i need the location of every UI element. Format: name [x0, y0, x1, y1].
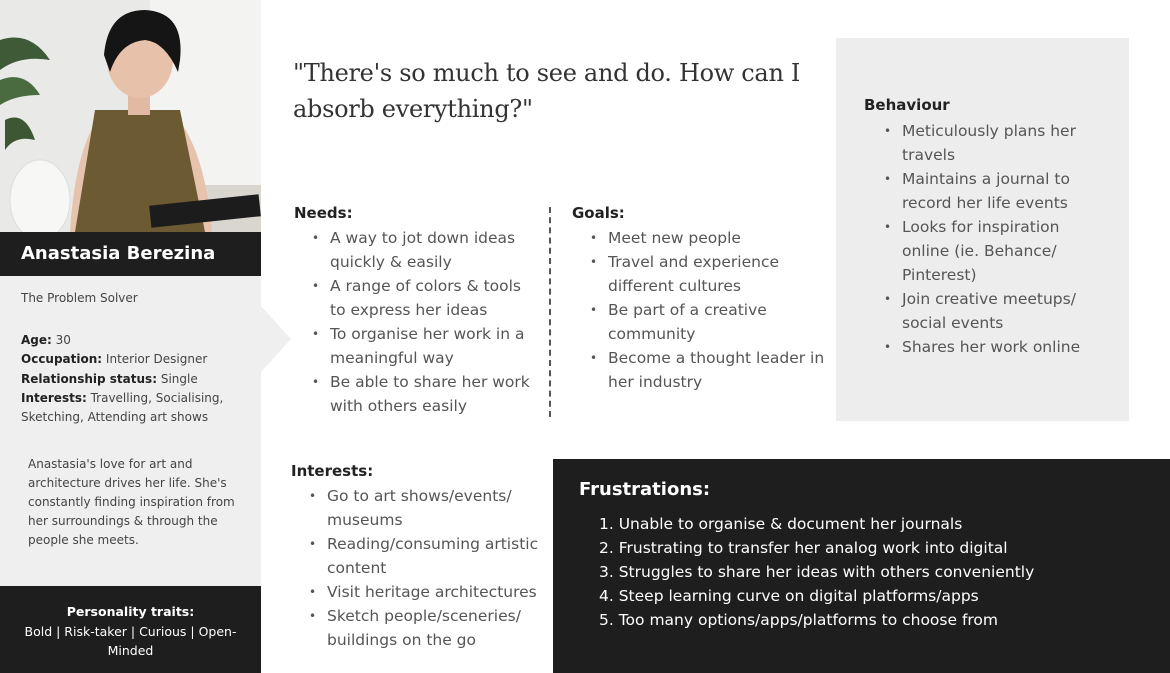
list-item: • Travel and experience different cultures: [590, 250, 825, 298]
pointer-arrow: [261, 306, 291, 372]
persona-name-bar: [0, 232, 261, 276]
list-item: • Be part of a creative community: [590, 298, 825, 346]
goals-list: [590, 226, 825, 394]
list-item: 2. Frustrating to transfer her analog work into digital: [599, 539, 1008, 557]
list-item: • A range of colors & tools to express her ideas: [312, 274, 537, 322]
list-item: • Join creative meetups/ social events: [884, 287, 1109, 335]
behaviour-list: [884, 119, 1109, 359]
list-item: 3. Struggles to share her ideas with others conveniently: [599, 563, 1035, 581]
list-item: 1. Unable to organise & document her journals: [599, 515, 963, 533]
list-item: • Go to art shows/events/ museums: [309, 484, 547, 532]
interests-title: Interests:: [291, 462, 374, 480]
list-item: • To organise her work in a meaningful way: [312, 322, 537, 370]
persona-quote: "There's so much to see and do. How can I absorb everything?": [293, 59, 801, 123]
personality-traits-bar: [0, 586, 261, 673]
detail-interests: Interests: Travelling, Socialising, Sketching, Attending art shows: [21, 390, 224, 425]
persona-photo: [0, 0, 261, 232]
goals-title: Goals:: [572, 204, 625, 222]
needs-list: [312, 226, 537, 418]
needs-title: Needs:: [294, 204, 353, 222]
list-item: • Be able to share her work with others easily: [312, 370, 537, 418]
persona-details: [21, 331, 251, 427]
frustrations-list: [599, 512, 1159, 632]
behaviour-title: Behaviour: [864, 96, 950, 114]
frustrations-title: Frustrations:: [579, 479, 711, 500]
traits-list: Bold | Risk-taker | Curious | Open-Minded: [24, 624, 237, 658]
list-item: • Meticulously plans her travels: [884, 119, 1109, 167]
traits-title: Personality traits:: [66, 604, 195, 619]
list-item: • Looks for inspiration online (ie. Behance/ Pinterest): [884, 215, 1109, 287]
list-item: • Meet new people: [590, 226, 825, 250]
list-item: • A way to jot down ideas quickly & easily: [312, 226, 537, 274]
frustrations-panel: [553, 459, 1170, 673]
persona-bio: Anastasia's love for art and architecture drives her life. She's constantly finding inspiration from her surroundings & through the people she meets.: [28, 457, 235, 547]
dashed-divider: [549, 207, 551, 417]
list-item: • Reading/consuming artistic content: [309, 532, 547, 580]
persona-subtitle: The Problem Solver: [21, 291, 138, 305]
detail-occupation: Occupation: Interior Designer: [21, 352, 208, 367]
list-item: • Maintains a journal to record her life events: [884, 167, 1109, 215]
interests-list: [309, 484, 547, 652]
detail-age: Age: 30: [21, 333, 71, 347]
persona-sidebar: [0, 0, 261, 673]
list-item: • Become a thought leader in her industry: [590, 346, 825, 394]
persona-name: Anastasia Berezina: [21, 243, 216, 264]
list-item: 4. Steep learning curve on digital platforms/apps: [599, 587, 979, 605]
persona-portrait-image: [0, 0, 261, 232]
list-item: • Sketch people/sceneries/ buildings on the go: [309, 604, 547, 652]
list-item: • Shares her work online: [884, 335, 1109, 359]
detail-relationship: Relationship status: Single: [21, 371, 198, 386]
list-item: • Visit heritage architectures: [309, 580, 547, 604]
list-item: 5. Too many options/apps/platforms to choose from: [599, 611, 999, 629]
